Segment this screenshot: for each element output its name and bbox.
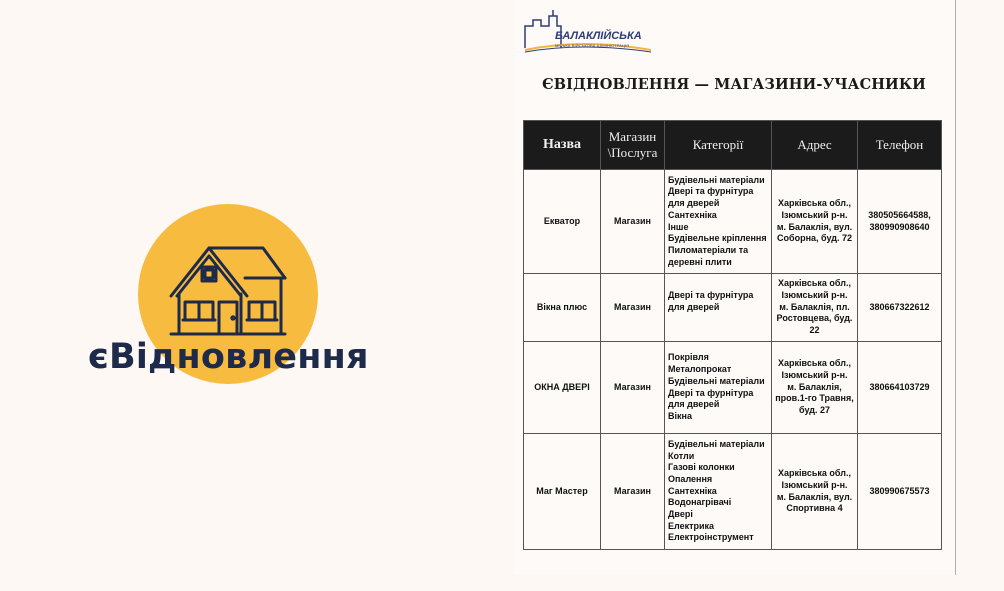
cell-name: Вікна плюс [524, 274, 601, 342]
category-item: Будівельні матеріали [668, 375, 765, 386]
category-item: для дверей [668, 198, 720, 209]
category-item: Двері та фурнітура [668, 387, 754, 398]
category-item: для дверей [668, 301, 720, 312]
category-item: Двері [668, 509, 693, 520]
category-item: Сантехніка [668, 485, 717, 496]
address-line: Спортивна 4 [786, 503, 843, 514]
header-phone: Телефон [858, 121, 942, 170]
address-line: м. Балаклія, пл. [779, 301, 850, 312]
address-line: Ізюмський р-н. [781, 289, 848, 300]
header-address: Адрес [772, 121, 858, 170]
cell-name: ОКНА ДВЕРІ [524, 342, 601, 434]
phone-number: 380990908640 [869, 221, 930, 232]
address-line: Ізюмський р-н. [781, 479, 848, 490]
cell-categories [665, 274, 772, 342]
category-item: Котли [668, 450, 695, 461]
cell-phone [858, 342, 942, 434]
address-line: Харківська обл., [778, 468, 851, 479]
doc-logo [523, 8, 653, 54]
category-item: Вікна [668, 410, 692, 421]
address-line: м. Балаклія, вул. [776, 491, 853, 502]
category-item: для дверей [668, 399, 720, 410]
cell-address [772, 170, 858, 274]
phone-number: 380505664588, [868, 209, 931, 220]
address-line: Ростовцева, буд. [776, 313, 853, 324]
category-item: Двері та фурнітура [668, 290, 754, 300]
category-item: Покрівля [668, 352, 709, 363]
house-icon [167, 238, 289, 338]
cell-categories [665, 342, 772, 434]
category-item: Газові колонки [668, 462, 735, 473]
cell-phone [858, 170, 942, 274]
cell-name: Екватор [524, 170, 601, 274]
address-line: м. Балаклія, [787, 381, 842, 392]
address-line: Харківська обл., [778, 358, 851, 369]
brand-text: єВідновлення [88, 337, 369, 377]
header-type [601, 121, 665, 170]
phone-number: 380664103729 [869, 381, 930, 392]
header-categories: Категорії [665, 121, 772, 170]
category-item: Електроінструмент [668, 532, 754, 543]
cell-type: Магазин [601, 342, 665, 434]
category-item: Будівельні матеріали [668, 438, 765, 449]
header-type-line1: Магазин [608, 128, 657, 144]
cell-address [772, 342, 858, 434]
address-line: Ізюмський р-н. [781, 369, 848, 380]
address-line: Соборна, буд. 72 [777, 233, 852, 244]
phone-number: 380990675573 [869, 485, 930, 496]
table-row [524, 274, 942, 342]
cell-phone [858, 434, 942, 550]
category-item: Інше [668, 221, 689, 232]
category-item: Пиломатеріали та [668, 244, 749, 255]
address-line: пров.1-го Травня, [775, 393, 854, 404]
cell-type: Магазин [601, 170, 665, 274]
address-line: м. Балаклія, вул. [776, 221, 853, 232]
cell-phone [858, 274, 942, 342]
category-item: Водонагрівачі [668, 497, 732, 508]
doc-logo-subtitle: МІСЬКА ВІЙСЬКОВА АДМІНІСТРАЦІЯ [555, 43, 630, 48]
category-item: Будівельні матеріали [668, 174, 765, 185]
category-item: Металопрокат [668, 364, 732, 375]
address-line: буд. 27 [799, 405, 830, 416]
address-line: Харківська обл., [778, 278, 851, 289]
cell-address [772, 434, 858, 550]
table-row [524, 170, 942, 274]
category-item: Електрика [668, 520, 715, 531]
category-item: Двері та фурнітура [668, 186, 754, 197]
doc-logo-name: БАЛАКЛІЙСЬКА [555, 30, 642, 42]
document-page [513, 0, 956, 575]
category-item: Опалення [668, 473, 713, 484]
cell-type: Магазин [601, 274, 665, 342]
address-line: Харківська обл., [778, 198, 851, 209]
table-row [524, 342, 942, 434]
category-item: Будівельне кріплення [668, 233, 767, 244]
cell-categories [665, 434, 772, 550]
category-item: Сантехніка [668, 209, 717, 220]
header-name: Назва [524, 121, 601, 170]
table-header-row [524, 121, 942, 170]
cell-type: Магазин [601, 434, 665, 550]
cell-address [772, 274, 858, 342]
table-row [524, 434, 942, 550]
category-item: деревні плити [668, 256, 732, 267]
header-type-line2: \Послуга [607, 145, 658, 160]
address-line: Ізюмський р-н. [781, 209, 848, 220]
phone-number: 380667322612 [869, 301, 930, 312]
address-line: 22 [809, 325, 820, 336]
cell-categories [665, 170, 772, 274]
shops-table [523, 120, 942, 550]
cell-name: Маг Мастер [524, 434, 601, 550]
doc-title: ЄВІДНОВЛЕННЯ — МАГАЗИНИ-УЧАСНИКИ [542, 76, 926, 93]
